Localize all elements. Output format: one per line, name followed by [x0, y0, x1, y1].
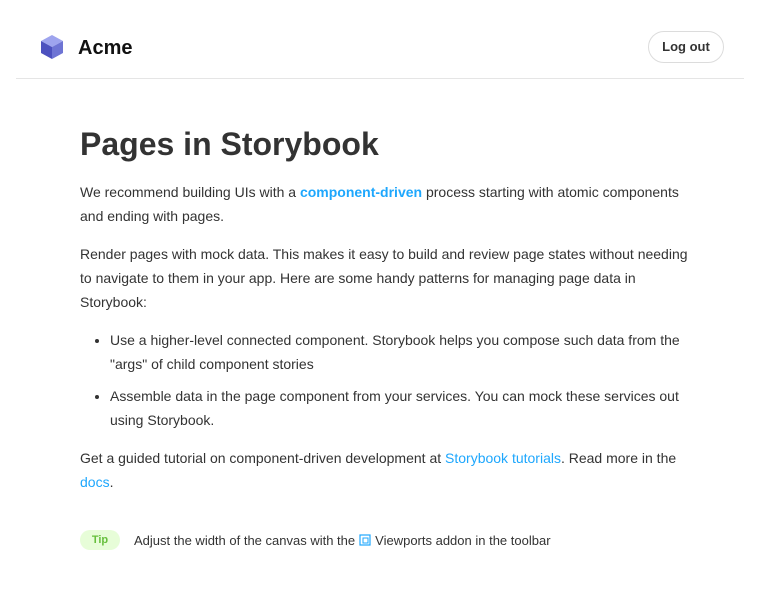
patterns-list: [110, 328, 690, 432]
page-content: [80, 124, 690, 508]
intro-text-start: We recommend building UIs with a: [80, 184, 300, 200]
page-header: [16, 0, 744, 79]
render-paragraph: Render pages with mock data. This makes it easy to build and review page states without needing to navigate to them in your app. Here are some handy patterns for managing page data in Storybook:: [80, 246, 688, 310]
intro-text-end: process starting with atomic components and ending with pages.: [80, 184, 679, 224]
storybook-tutorials-link[interactable]: Storybook tutorials: [445, 450, 561, 466]
tip-text-end: Viewports addon in the toolbar: [375, 532, 551, 548]
viewport-icon: [359, 534, 371, 546]
list-item: • Assemble data in the page component from your services. You can mock these services out using Storybook.: [110, 384, 690, 432]
tutorial-text-start: Get a guided tutorial on component-driven development at: [80, 450, 446, 466]
tip-badge: Tip: [80, 530, 120, 550]
cube-logo-icon: [40, 34, 64, 60]
page-title: Pages in Storybook: [80, 126, 379, 162]
docs-link[interactable]: docs: [80, 474, 110, 490]
tip-text-start: Adjust the width of the canvas with the: [134, 532, 356, 548]
tutorial-text-middle: . Read more in the: [560, 450, 677, 466]
tutorial-text-end: .: [109, 474, 114, 490]
list-item: • Use a higher-level connected component. Storybook helps you compose such data from the "args" of child component stories: [110, 328, 690, 376]
logout-button[interactable]: Log out: [648, 31, 724, 63]
tutorial-paragraph: [80, 446, 690, 494]
brand-name: Acme: [78, 37, 133, 59]
intro-paragraph: [80, 180, 690, 228]
component-driven-link[interactable]: component-driven: [299, 184, 423, 200]
tip-row: [80, 530, 551, 550]
